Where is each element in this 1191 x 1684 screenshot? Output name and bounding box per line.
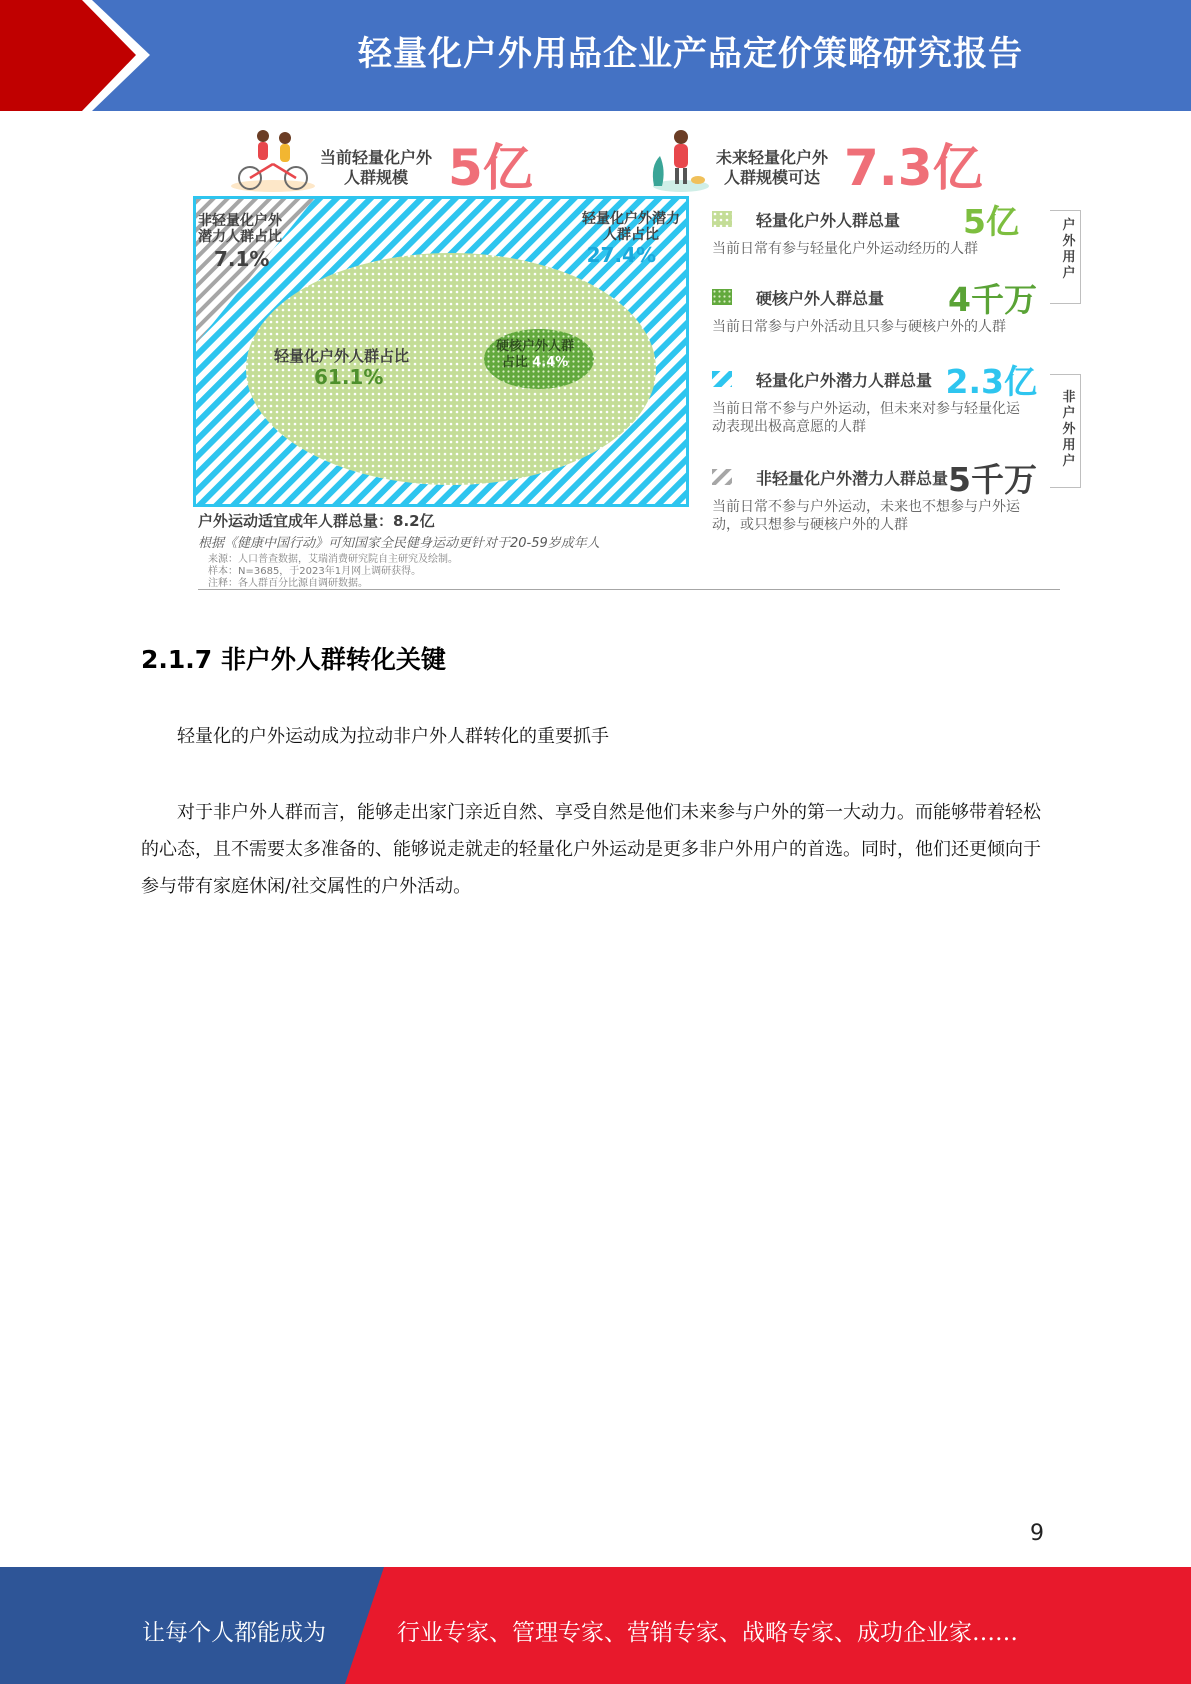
current-population-stat [320,138,533,198]
future-population-value: 7.3亿 [844,139,983,197]
blue-stripe-swatch-icon [712,371,732,387]
potential-label [582,211,680,243]
hardcore-pct: 4.4% [532,355,569,370]
legend-non-light-name: 非轻量化户外潜力人群总量 [756,468,949,488]
legend-light-name: 轻量化户外人群总量 [756,210,901,230]
sample-line: 样本：N=3685，于2023年1月网上调研获得。 [208,566,422,577]
future-label-2: 人群规模可达 [724,168,821,187]
legend-non-light-value: 5千万 [948,459,1037,499]
potential-label-1: 轻量化户外潜力 [582,211,680,227]
future-population-stat [716,138,983,198]
current-label-2: 人群规模 [344,168,409,187]
legend-light-outdoor [712,200,1037,258]
legend-non-light-desc: 当前日常不参与户外运动，未来也不想参与户外运动，或只想参与硬核户外的人群 [712,499,1020,533]
non-light-label [198,213,282,245]
health-note: 根据《健康中国行动》可知国家全民健身运动更针对于20-59岁成年人 [198,536,600,551]
current-label-1: 当前轻量化户外 [320,148,433,167]
dot-pattern-swatch-icon [712,211,732,227]
report-title: 轻量化户外用品企业产品定价策略研究报告 [358,34,1023,74]
non-light-pct: 7.1% [214,247,270,271]
section-heading: 2.1.7 非户外人群转化关键 [141,645,446,674]
population-box [193,196,689,507]
hiker-with-dog-illustration-icon [648,126,714,196]
page-footer [0,1567,1191,1684]
footer-slogan-left: 让每个人都能成为 [142,1620,326,1646]
future-label-1: 未来轻量化户外 [716,148,829,167]
outdoor-users-label: 户外用户 [1062,218,1076,281]
paragraph-2: 对于非户外人群而言，能够走出家门亲近自然、享受自然是他们未来参与户外的第一大动力。而能够带着轻松的心态，且不需要太多准备的、能够说走就走的轻量化户外运动是更多非户外用户的首选。同时，他们还更倾向于参与带有家庭休闲/社交属性的户外活动。 [141,802,1041,897]
hardcore-label-1: 硬核户外人群 [496,339,575,354]
legend-light-desc: 当前日常有参与轻量化户外运动经历的人群 [712,241,978,257]
total-population: 户外运动适宜成年人群总量：8.2亿 [198,512,435,530]
page-number: 9 [1030,1521,1044,1546]
legend-hardcore [712,278,1037,336]
footer-slogan-right: 行业专家、管理专家、营销专家、战略专家、成功企业家…… [397,1620,1018,1646]
non-light-label-1: 非轻量化户外 [198,213,282,229]
legend-hardcore-value: 4千万 [948,279,1037,319]
legend-potential-name: 轻量化户外潜力人群总量 [756,370,933,390]
paragraph-1: 轻量化的户外运动成为拉动非户外人群转化的重要抓手 [177,726,609,747]
legend-potential [712,360,1037,436]
current-population-value: 5亿 [448,139,533,197]
non-light-label-2: 潜力人群占比 [198,229,282,245]
legend-hardcore-desc: 当前日常参与户外活动且只参与硬核户外的人群 [712,319,1006,335]
legend-hardcore-name: 硬核户外人群总量 [756,288,885,308]
hardcore-label [496,339,574,371]
population-figure [190,118,1090,598]
annotation-line: 注释：各人群百分比源自调研数据。 [208,578,368,589]
legend-non-light [712,458,1037,534]
source-line: 来源：人口普查数据，艾瑞消费研究院自主研究及绘制。 [208,554,458,565]
non-outdoor-users-label: 非户外用户 [1062,390,1076,469]
dense-dot-swatch-icon [712,289,732,305]
light-label: 轻量化户外人群占比 [274,347,410,365]
figure-divider [198,589,1060,590]
potential-label-2: 人群占比 [603,227,659,243]
cyclists-illustration-icon [228,128,318,194]
potential-pct: 27.4% [586,243,656,267]
header-arrow-icon [0,0,160,111]
gray-stripe-swatch-icon [712,469,732,485]
hardcore-label-2: 占比 [501,355,528,370]
legend-potential-value: 2.3亿 [945,361,1037,401]
legend-light-value: 5亿 [963,201,1019,241]
light-pct: 61.1% [314,365,384,389]
page-header [0,0,1191,111]
legend-potential-desc: 当前日常不参与户外运动，但未来对参与轻量化运动表现出极高意愿的人群 [712,401,1020,435]
